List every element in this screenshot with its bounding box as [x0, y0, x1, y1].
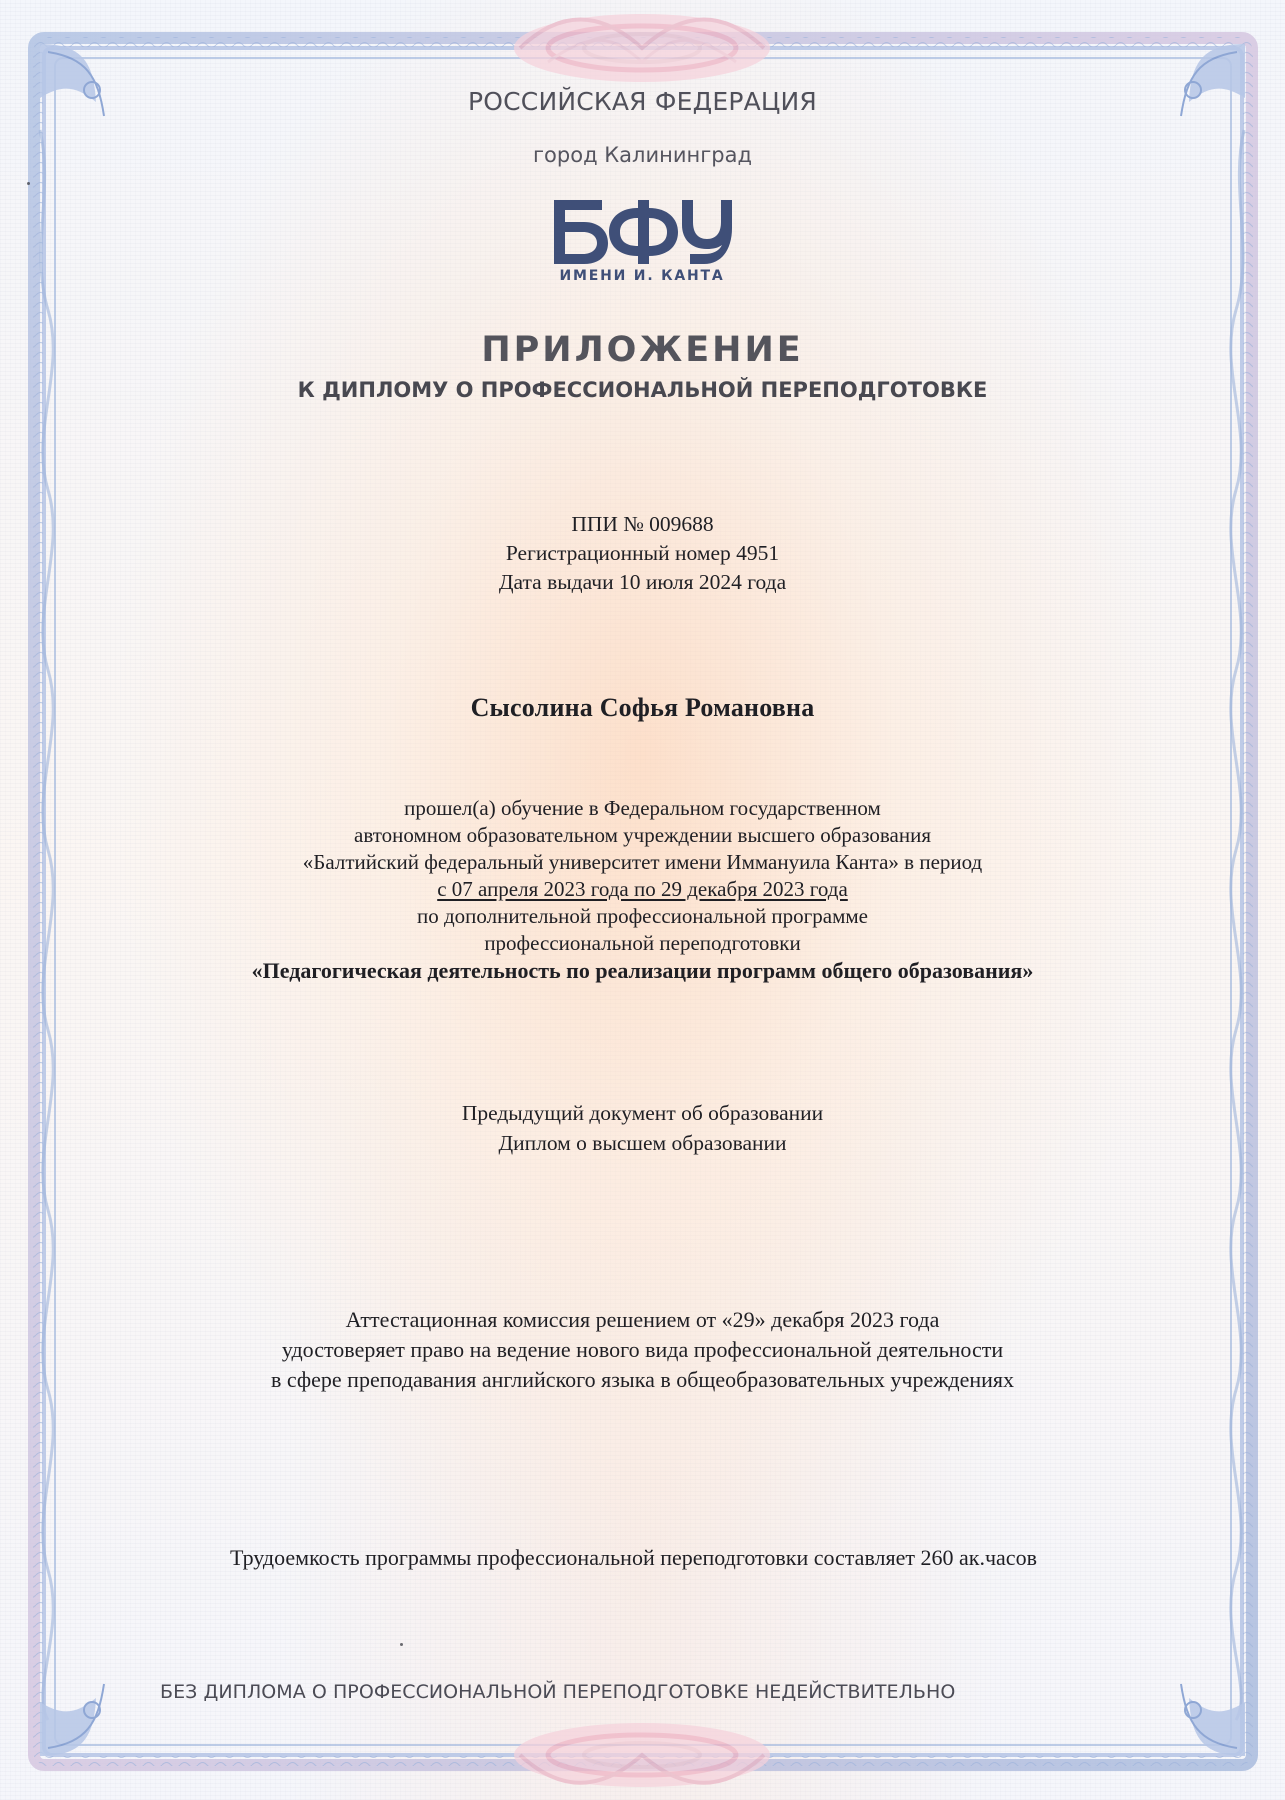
document-info: [0, 510, 1285, 597]
study-line-1: прошел(а) обучение в Федеральном государственном: [404, 796, 881, 820]
city-name: город Калининград: [533, 143, 752, 167]
paper-speck: [27, 182, 30, 185]
program-name: «Педагогическая деятельность по реализации программ общего образования»: [251, 958, 1034, 983]
program-workload: Трудоемкость программы профессиональной переподготовки составляет 260 ак.часов: [230, 1545, 1037, 1570]
previous-document-label: Предыдущий документ об образовании: [461, 1101, 824, 1125]
country-name: РОССИЙСКАЯ ФЕДЕРАЦИЯ: [468, 87, 817, 116]
commission-line-1: Аттестационная комиссия решением от «29» декабря 2023 года: [345, 1307, 940, 1332]
page-title: ПРИЛОЖЕНИЕ: [481, 330, 804, 370]
university-logo: [542, 188, 742, 290]
document-series-number: ППИ № 009688: [571, 512, 714, 536]
study-period: с 07 апреля 2023 года по 29 декабря 2023 года: [437, 877, 848, 901]
logo-caption: ИМЕНИ И. КАНТА: [559, 268, 725, 284]
validity-note: БЕЗ ДИПЛОМА О ПРОФЕССИОНАЛЬНОЙ ПЕРЕПОДГОТОВКЕ НЕДЕЙСТВИТЕЛЬНО: [160, 1681, 956, 1703]
previous-document-section: [0, 1098, 1285, 1158]
recipient-name: Сысолина Софья Романовна: [470, 693, 815, 722]
commission-line-3: в сфере преподавания английского языка в общеобразовательных учреждениях: [270, 1367, 1015, 1392]
study-details: [0, 795, 1285, 984]
page-subtitle: К ДИПЛОМУ О ПРОФЕССИОНАЛЬНОЙ ПЕРЕПОДГОТОВКЕ: [297, 378, 988, 402]
study-line-3: «Балтийский федеральный университет имени Иммануила Канта» в период: [302, 850, 983, 874]
paper-speck: [400, 1643, 403, 1646]
commission-line-2: удостоверяет право на ведение нового вида профессиональной деятельности: [281, 1337, 1004, 1362]
study-line-6: профессиональной переподготовки: [484, 931, 801, 955]
study-line-5: по дополнительной профессиональной программе: [416, 904, 869, 928]
previous-document-value: Диплом о высшем образовании: [498, 1131, 787, 1155]
study-line-2: автономном образовательном учреждении высшего образования: [354, 823, 931, 847]
issue-date: Дата выдачи 10 июля 2024 года: [498, 570, 787, 594]
commission-decision: [0, 1305, 1285, 1395]
registration-number: Регистрационный номер 4951: [505, 541, 780, 565]
